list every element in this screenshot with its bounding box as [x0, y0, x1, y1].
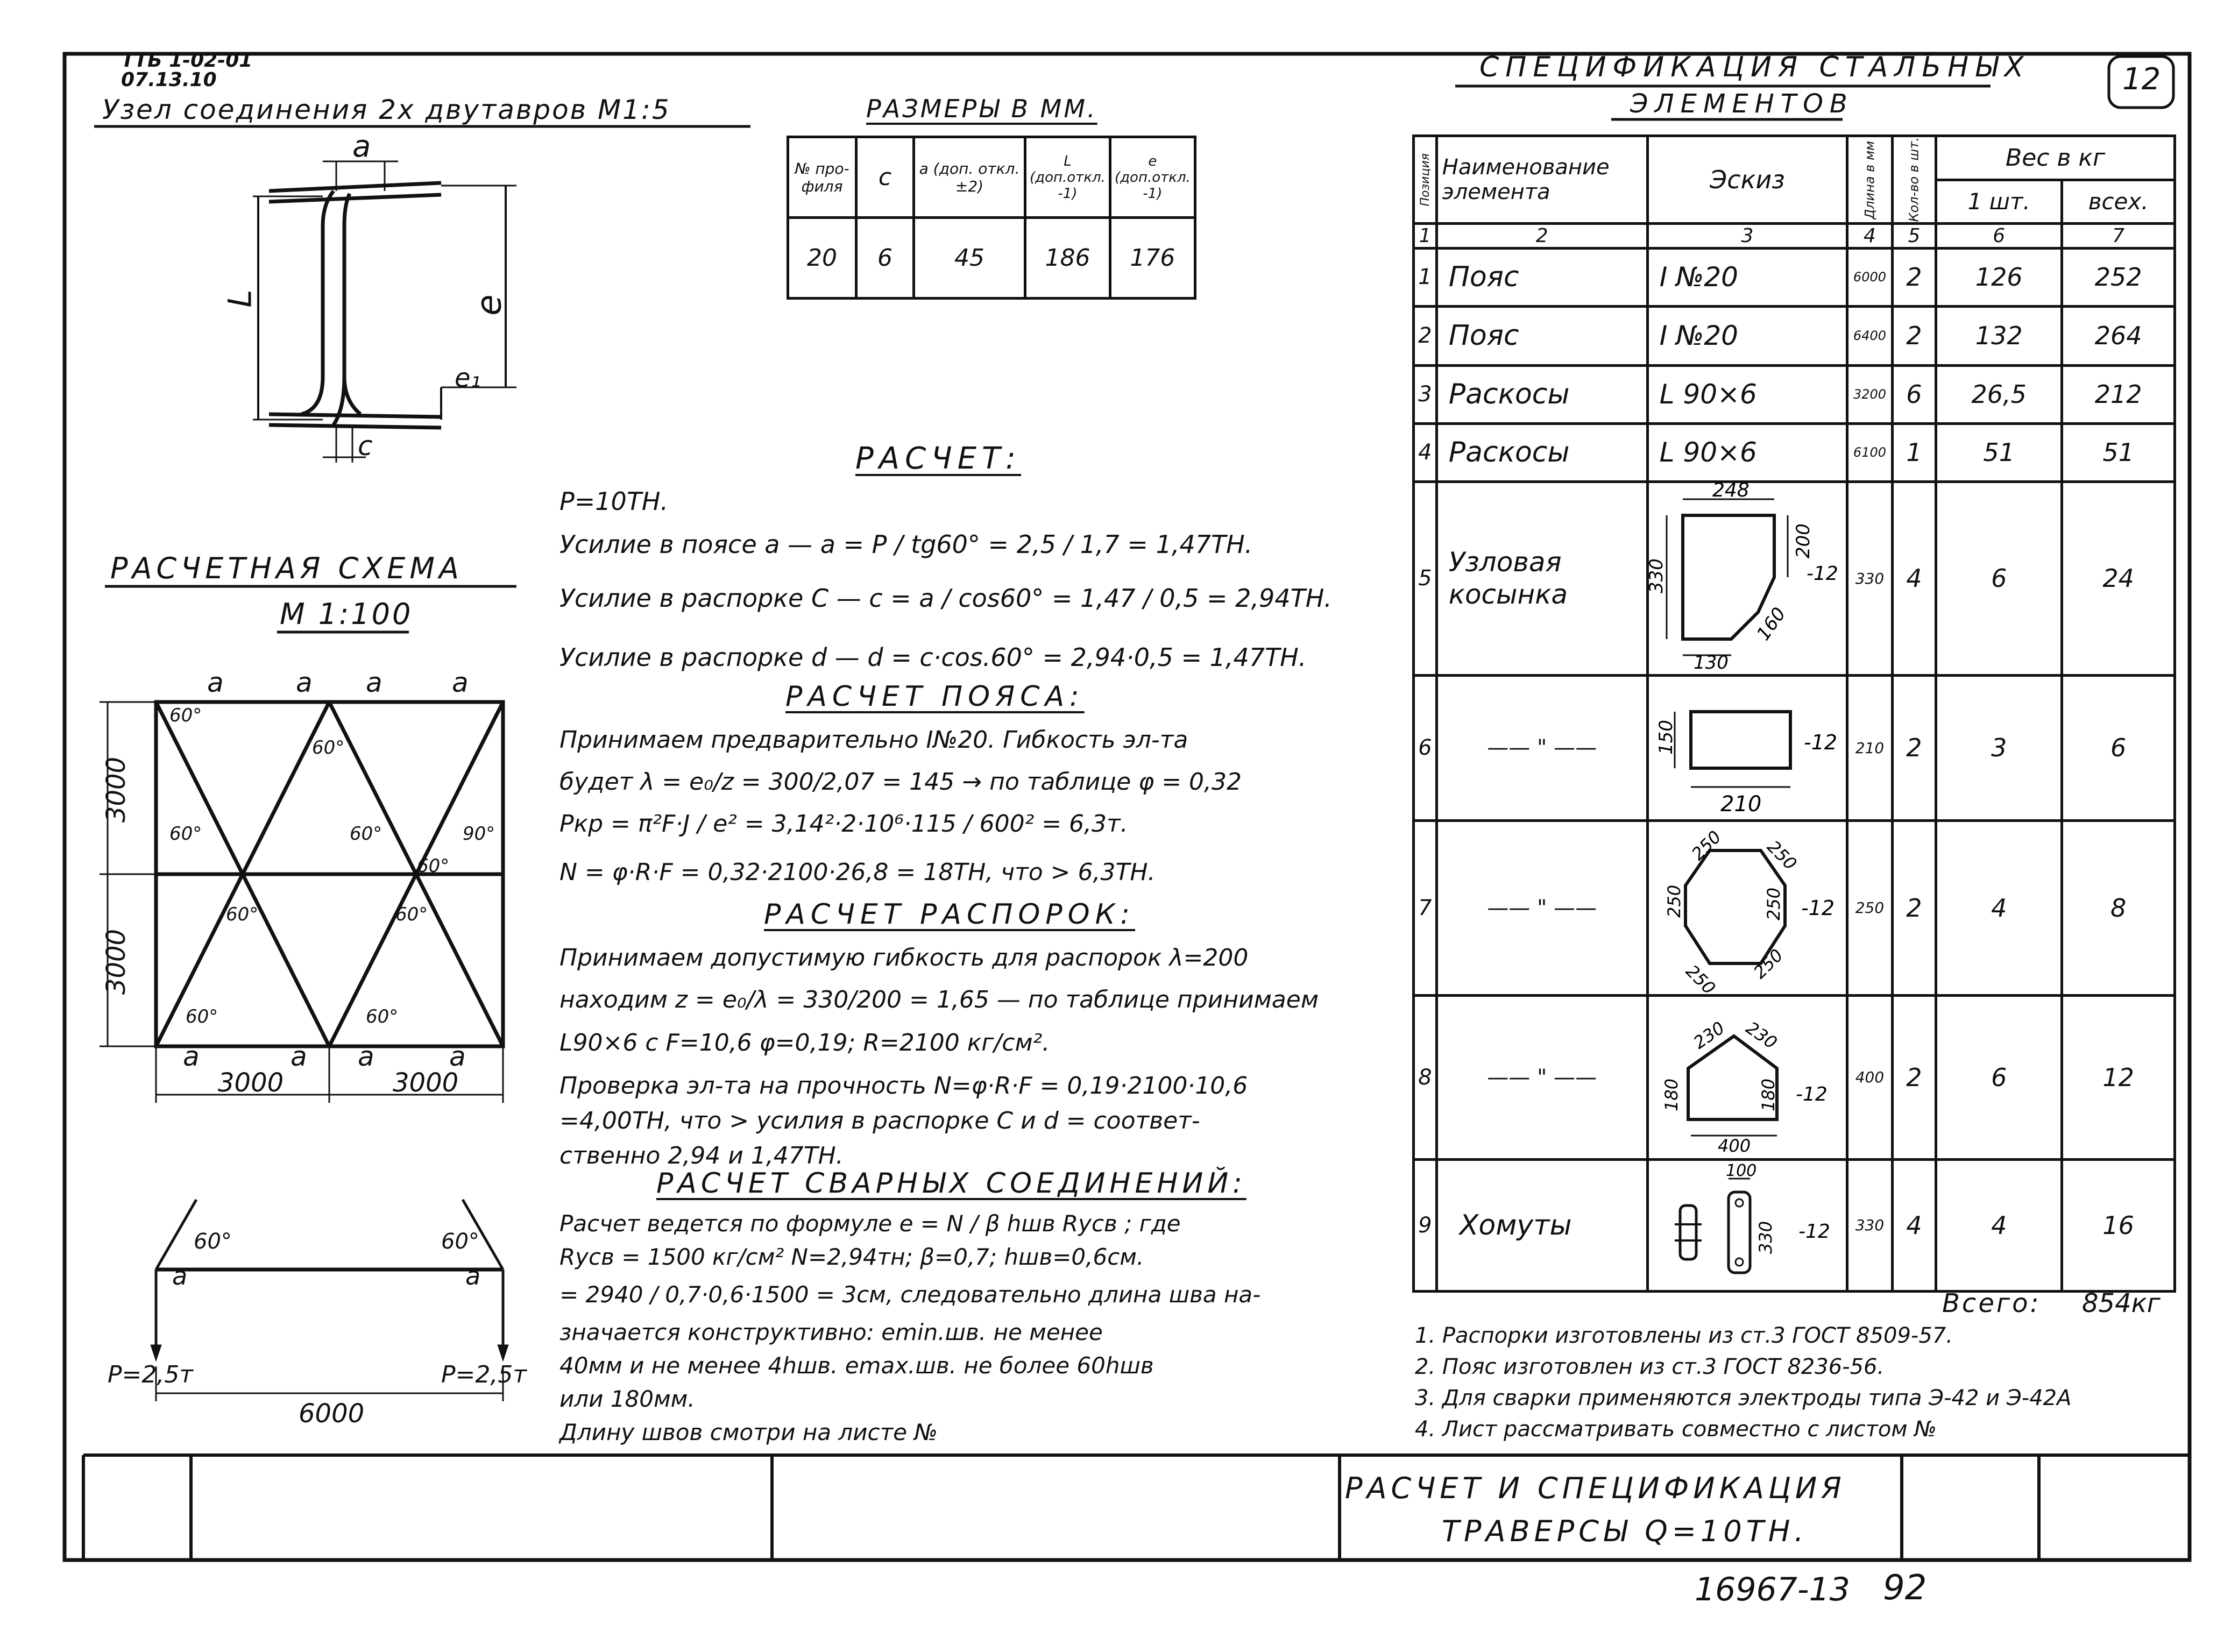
spec-table — [1412, 134, 2176, 1293]
spec-row — [1414, 1159, 2175, 1291]
spec-colnum-1: 1 — [1414, 223, 1437, 248]
spec-pos: 9 — [1414, 1159, 1437, 1291]
spec-pos: 6 — [1414, 675, 1437, 820]
sketch8-b: 230 — [1742, 1017, 1781, 1053]
dims-cell-L: 186 — [1025, 218, 1110, 299]
title-block-grid — [83, 1455, 2190, 1560]
sketch7-thick: -12 — [1801, 896, 1835, 920]
sketch7-b: 250 — [1763, 836, 1801, 874]
spec-len: 330 — [1847, 1159, 1892, 1291]
note-2: 2. Пояс изготовлен из ст.3 ГОСТ 8236-56. — [1415, 1355, 1885, 1379]
spec-row — [1414, 306, 2175, 365]
scheme-top-a-4: a — [452, 667, 469, 698]
spec-colnum-5: 5 — [1892, 223, 1936, 248]
belt-lines — [559, 726, 1242, 901]
spec-colnum-7: 7 — [2062, 223, 2175, 248]
scheme-angle-7: 60° — [417, 855, 450, 877]
sketch6-thick: -12 — [1803, 731, 1838, 755]
spec-w1: 6 — [1936, 995, 2062, 1159]
sketch5-200: 200 — [1792, 523, 1814, 559]
weld-line-2: Ryсв = 1500 кг/см² N=2,94тн; β=0,7; hшв=0,6см. — [559, 1244, 1144, 1270]
spec-name: —— " —— — [1436, 820, 1647, 995]
scheme-bottom-a-1: a — [183, 1041, 200, 1072]
strut-line-2: находим z = e₀/λ = 330/200 = 1,65 — по таблице принимаем — [559, 986, 1319, 1013]
weld-line-7: Длину швов смотри на листе № — [559, 1419, 938, 1445]
scheme-angle-1: 60° — [169, 705, 202, 726]
spec-name: Узловая косынка — [1436, 481, 1647, 675]
calc-lines — [559, 487, 1332, 686]
sketch7-f: 250 — [1749, 945, 1787, 983]
strut-line-4: Проверка эл-та на прочность N=φ·R·F = 0,19·2100·10,6 — [559, 1072, 1248, 1100]
load-label-a-left: a — [172, 1261, 188, 1291]
scheme-angle-3: 60° — [169, 823, 202, 845]
spec-qty: 2 — [1892, 306, 1936, 365]
scheme-dim-h-2: 3000 — [393, 1068, 459, 1098]
load-span: 6000 — [299, 1399, 365, 1429]
spec-header-w1: 1 шт. — [1936, 180, 2062, 223]
spec-colnum-3: 3 — [1647, 223, 1847, 248]
spec-row — [1414, 365, 2175, 423]
node-label-e1: e₁ — [455, 363, 481, 393]
spec-sketch: I №20 — [1647, 306, 1847, 365]
spec-qty: 2 — [1892, 820, 1936, 995]
spec-sketch-cell-6 — [1647, 675, 1847, 820]
spec-w1: 126 — [1936, 248, 2062, 306]
load-angle-right: 60° — [441, 1229, 479, 1254]
scheme-angle-2: 60° — [312, 737, 345, 758]
spec-colnum-2: 2 — [1436, 223, 1647, 248]
spec-row — [1414, 248, 2175, 306]
weld-line-5: 40мм и не менее 4hшв. emax.шв. не более 60hшв — [559, 1352, 1154, 1379]
sheet-number: 12 — [2122, 62, 2161, 97]
sketch5-160: 160 — [1752, 604, 1790, 645]
doc-number: 16967-13 — [1695, 1571, 1850, 1608]
spec-sketch: L 90×6 — [1647, 423, 1847, 481]
total-value: 854кг — [2082, 1288, 2161, 1318]
scheme-angle-5: 60° — [226, 904, 259, 925]
spec-title-2: ЭЛЕМЕНТОВ — [1630, 89, 1854, 119]
node-label-e: e — [469, 294, 509, 316]
sketch5-thick: -12 — [1806, 563, 1838, 585]
scheme-bottom-a-4: a — [449, 1041, 466, 1072]
spec-name: —— " —— — [1436, 995, 1647, 1159]
corner-stamp-line-2: 07.13.10 — [121, 69, 217, 91]
dims-header-a: a (доп. откл. ±2) — [914, 137, 1025, 218]
sketch8-thick: -12 — [1795, 1083, 1828, 1105]
spec-header-sketch: Эскиз — [1647, 136, 1847, 224]
strut-title: РАСЧЕТ РАСПОРОК: — [764, 898, 1136, 931]
spec-wall: 8 — [2062, 820, 2175, 995]
spec-wall: 6 — [2062, 675, 2175, 820]
sketch5-130: 130 — [1693, 652, 1729, 674]
spec-header-name: Наименование элемента — [1436, 136, 1647, 224]
spec-qty: 4 — [1892, 481, 1936, 675]
load-right: P=2,5т — [441, 1361, 527, 1388]
spec-w1: 26,5 — [1936, 365, 2062, 423]
spec-title-1: СПЕЦИФИКАЦИЯ СТАЛЬНЫХ — [1479, 51, 2030, 83]
dims-cell-c: 6 — [856, 218, 914, 299]
spec-pos: 3 — [1414, 365, 1437, 423]
spec-len: 6100 — [1847, 423, 1892, 481]
spec-qty: 1 — [1892, 423, 1936, 481]
spec-wall: 51 — [2062, 423, 2175, 481]
sketch5-248: 248 — [1712, 479, 1750, 502]
weld-title: РАСЧЕТ СВАРНЫХ СОЕДИНЕНИЙ: — [656, 1167, 1246, 1200]
node-label-a: a — [352, 129, 371, 164]
spec-header-qty: Кол-во в шт. — [1892, 136, 1936, 224]
scheme-angle-8: 90° — [463, 823, 495, 845]
scheme-angle-6: 60° — [395, 904, 428, 925]
spec-len: 210 — [1847, 675, 1892, 820]
spec-pos: 8 — [1414, 995, 1437, 1159]
total-label: Всего: — [1942, 1288, 2041, 1318]
dims-header-L: L (доп.откл. -1) — [1025, 137, 1110, 218]
spec-name: Хомуты — [1436, 1159, 1647, 1291]
belt-line-2: будет λ = e₀/z = 300/2,07 = 145 → по таблице φ = 0,32 — [559, 768, 1242, 796]
weld-lines — [559, 1210, 1260, 1452]
load-angle-left: 60° — [194, 1229, 232, 1254]
spec-wall: 252 — [2062, 248, 2175, 306]
sketch7-c: 250 — [1663, 884, 1684, 918]
dims-header-profile: № про-филя — [788, 137, 856, 218]
sketch5-330: 330 — [1645, 558, 1667, 594]
spec-header-weight: Вес в кг — [1936, 136, 2175, 180]
sketch9-100: 100 — [1725, 1161, 1757, 1180]
strut-lines — [559, 944, 1319, 1177]
scheme-angle-9: 60° — [186, 1006, 218, 1027]
dims-cell-e: 176 — [1110, 218, 1195, 299]
spec-pos: 5 — [1414, 481, 1437, 675]
spec-pos: 7 — [1414, 820, 1437, 995]
node-title: Узел соединения 2х двутавров М1:5 — [102, 94, 671, 125]
spec-colnum-4: 4 — [1847, 223, 1892, 248]
spec-wall: 212 — [2062, 365, 2175, 423]
spec-sketch-cell-9 — [1647, 1159, 1847, 1291]
gusset-sketch-5 — [1645, 479, 1844, 674]
sketch6-210: 210 — [1720, 792, 1762, 817]
spec-sketch: L 90×6 — [1647, 365, 1847, 423]
spec-pos: 4 — [1414, 423, 1437, 481]
calc-title: РАСЧЕТ: — [855, 441, 1022, 476]
spec-w1: 3 — [1936, 675, 2062, 820]
spec-sketch-cell-7 — [1647, 820, 1847, 998]
corner-stamp — [121, 51, 252, 90]
spec-pos: 1 — [1414, 248, 1437, 306]
corner-stamp-line-1: ТТБ 1-02-01 — [121, 49, 253, 72]
spec-header-wall: всех. — [2062, 180, 2175, 223]
pentagon-sketch-8 — [1651, 998, 1844, 1154]
sketch8-a: 230 — [1689, 1017, 1729, 1053]
scheme-title: РАСЧЕТНАЯ СХЕМА — [110, 551, 463, 585]
dims-header-c: c — [856, 137, 914, 218]
sketch7-e: 250 — [1682, 960, 1720, 998]
weld-line-1: Расчет ведется по формуле e = N / β hшв Ryсв ; где — [559, 1210, 1181, 1237]
sketch8-e: 400 — [1717, 1135, 1751, 1156]
spec-w1: 132 — [1936, 306, 2062, 365]
strut-line-6: ственно 2,94 и 1,47ТН. — [559, 1142, 844, 1169]
hexagon-sketch-7 — [1651, 824, 1844, 998]
belt-line-1: Принимаем предварительно I№20. Гибкость эл-та — [559, 726, 1188, 754]
spec-w1: 4 — [1936, 1159, 2062, 1291]
page-number: 92 — [1883, 1568, 1927, 1608]
spec-qty: 2 — [1892, 995, 1936, 1159]
dims-table — [787, 136, 1196, 300]
weld-line-6: или 180мм. — [559, 1386, 695, 1412]
sketch7-d: 250 — [1763, 887, 1784, 920]
spec-header-pos: Позиция — [1414, 136, 1437, 224]
spec-qty: 6 — [1892, 365, 1936, 423]
spec-w1: 51 — [1936, 423, 2062, 481]
spec-wall: 264 — [2062, 306, 2175, 365]
sketch8-d: 180 — [1758, 1078, 1779, 1111]
spec-row — [1414, 820, 2175, 995]
dims-cell-a: 45 — [914, 218, 1025, 299]
spec-w1: 4 — [1936, 820, 2062, 995]
spec-len: 6400 — [1847, 306, 1892, 365]
spec-wall: 12 — [2062, 995, 2175, 1159]
spec-header-length: Длина в мм — [1847, 136, 1892, 224]
calc-line-1: P=10ТН. — [559, 487, 669, 516]
calc-line-4: Усилие в распорке d — d = c·cos.60° = 2,94·0,5 = 1,47ТН. — [559, 643, 1307, 672]
node-label-c: c — [358, 430, 373, 462]
note-4: 4. Лист рассматривать совместно с листом № — [1415, 1417, 1937, 1442]
spec-qty: 2 — [1892, 248, 1936, 306]
load-left: P=2,5т — [108, 1361, 194, 1388]
sketch9-330: 330 — [1755, 1221, 1776, 1254]
title-block-line-1: РАСЧЕТ И СПЕЦИФИКАЦИЯ — [1345, 1471, 1846, 1505]
spec-qty: 2 — [1892, 675, 1936, 820]
note-1: 1. Распорки изготовлены из ст.3 ГОСТ 8509-57. — [1415, 1323, 1953, 1348]
spec-wall: 24 — [2062, 481, 2175, 675]
spec-len: 330 — [1847, 481, 1892, 675]
scheme-top-a-2: a — [296, 667, 313, 698]
plate-sketch-6 — [1651, 679, 1844, 817]
scheme-dim-v-1: 3000 — [101, 756, 132, 823]
belt-line-3: Pкр = π²F·J / e² = 3,14²·2·10⁶·115 / 600² = 6,3т. — [559, 810, 1128, 838]
note-3: 3. Для сварки применяются электроды типа Э-42 и Э-42А — [1415, 1386, 2072, 1410]
spec-wall: 16 — [2062, 1159, 2175, 1291]
load-label-a-right: a — [465, 1261, 481, 1291]
spec-row — [1414, 423, 2175, 481]
spec-name: —— " —— — [1436, 675, 1647, 820]
spec-name: Пояс — [1436, 306, 1647, 365]
spec-len: 3200 — [1847, 365, 1892, 423]
scheme-angle-4: 60° — [350, 823, 383, 845]
scheme-bottom-a-3: a — [358, 1041, 374, 1072]
sketch6-150: 150 — [1655, 720, 1677, 755]
spec-qty: 4 — [1892, 1159, 1936, 1291]
spec-row — [1414, 995, 2175, 1159]
scheme-scale: М 1:100 — [280, 597, 413, 631]
scheme-dim-v-2: 3000 — [101, 928, 132, 995]
sketch9-thick: -12 — [1798, 1220, 1830, 1243]
weld-line-3: = 2940 / 0,7·0,6·1500 = 3см, следовательно длина шва на- — [559, 1281, 1261, 1308]
spec-len: 6000 — [1847, 248, 1892, 306]
scheme-top-a-1: a — [207, 667, 224, 698]
calc-line-3: Усилие в распорке С — c = a / cos60° = 1,47 / 0,5 = 2,94ТН. — [559, 584, 1332, 613]
belt-title: РАСЧЕТ ПОЯСА: — [785, 680, 1085, 713]
spec-name: Раскосы — [1436, 365, 1647, 423]
scheme-dim-h-1: 3000 — [218, 1068, 284, 1098]
weld-line-4: значается конструктивно: emin.шв. не менее — [559, 1319, 1103, 1345]
spec-len: 400 — [1847, 995, 1892, 1159]
title-block-line-2: ТРАВЕРСЫ Q=10ТН. — [1442, 1514, 1808, 1548]
spec-sketch-cell-8 — [1647, 995, 1847, 1159]
scheme-top-a-3: a — [366, 667, 383, 698]
calc-line-2: Усилие в поясе a — a = P / tg60° = 2,5 / 1,7 = 1,47ТН. — [559, 530, 1253, 559]
dims-header-e: e (доп.откл. -1) — [1110, 137, 1195, 218]
dims-table-title: РАЗМЕРЫ В ММ. — [866, 94, 1097, 123]
strut-line-5: =4,00ТН, что > усилия в распорке С и d = соответ- — [559, 1107, 1200, 1135]
sketch8-c: 180 — [1661, 1078, 1682, 1111]
scheme-bottom-a-2: a — [291, 1041, 307, 1072]
spec-sketch-cell-5 — [1647, 481, 1847, 675]
spec-colnum-6: 6 — [1936, 223, 2062, 248]
spec-col-numbers-row — [1414, 223, 2175, 248]
sketch7-a: 250 — [1687, 826, 1725, 864]
belt-line-4: N = φ·R·F = 0,32·2100·26,8 = 18ТН, что > 6,3ТН. — [559, 859, 1156, 886]
clamp-sketch-9 — [1651, 1162, 1844, 1286]
scheme-angle-10: 60° — [366, 1006, 399, 1027]
spec-pos: 2 — [1414, 306, 1437, 365]
dims-cell-profile: 20 — [788, 218, 856, 299]
strut-line-1: Принимаем допустимую гибкость для распорок λ=200 — [559, 944, 1249, 972]
strut-line-3: L90×6 с F=10,6 φ=0,19; R=2100 кг/см². — [559, 1029, 1050, 1057]
spec-len: 250 — [1847, 820, 1892, 995]
spec-name: Раскосы — [1436, 423, 1647, 481]
notes — [1415, 1323, 2072, 1448]
spec-row — [1414, 675, 2175, 820]
node-label-L: L — [221, 289, 259, 308]
spec-row — [1414, 481, 2175, 675]
spec-name: Пояс — [1436, 248, 1647, 306]
spec-sketch: I №20 — [1647, 248, 1847, 306]
spec-w1: 6 — [1936, 481, 2062, 675]
